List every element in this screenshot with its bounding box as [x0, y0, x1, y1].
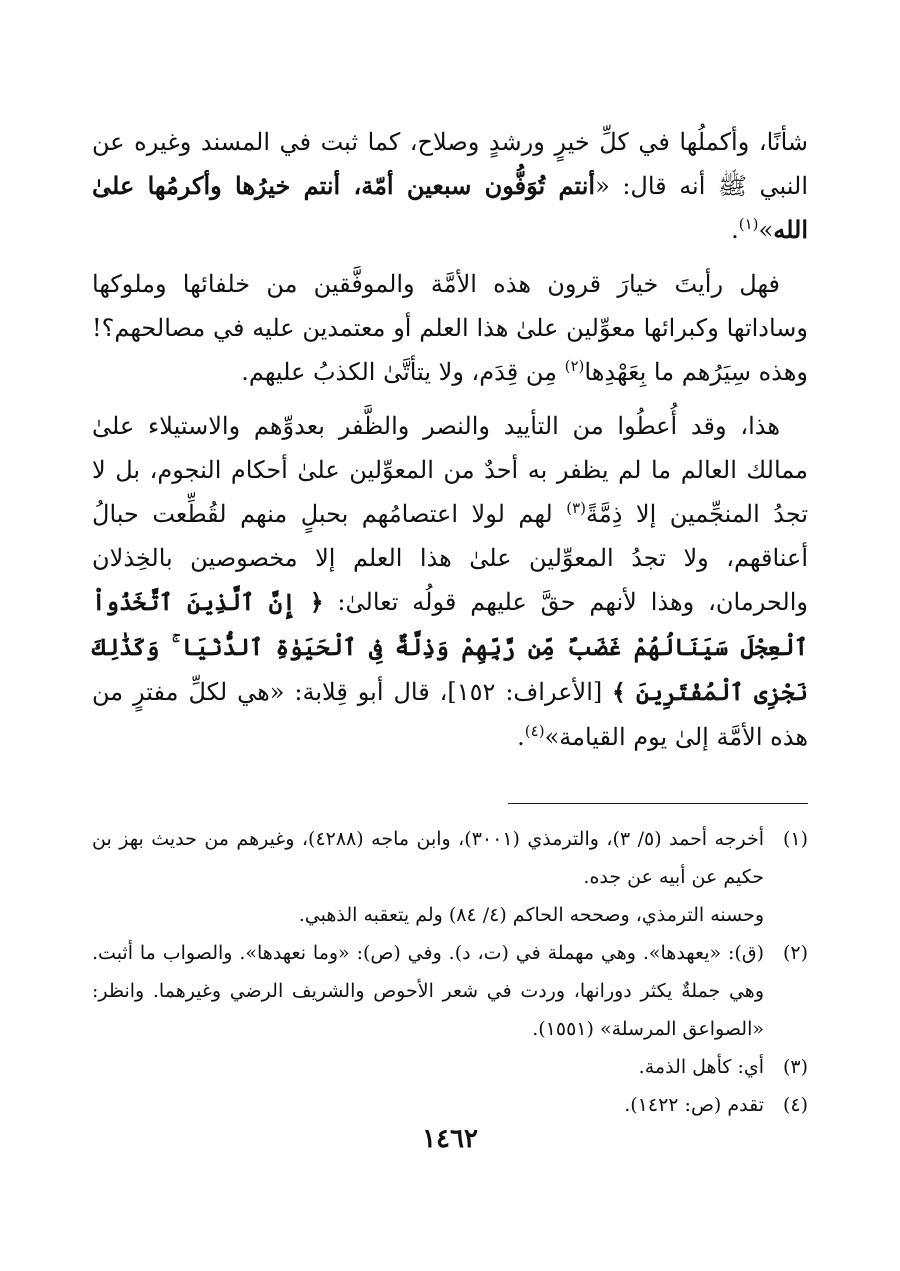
footnote-text: أخرجه أحمد (٥/ ٣)، والترمذي (٣٠٠١)، وابن ماجه (٤٢٨٨)، وغيرهم من حديث بهز بن حكيم عن أبيه عن جده.	[92, 828, 764, 888]
footnote-divider	[508, 803, 808, 804]
footnote-number: (٤)	[782, 1094, 808, 1116]
footnotes	[92, 820, 808, 1124]
paragraph-3-text: هذا، وقد أُعطُوا من التأييد والنصر والظَّفر بعدوِّهم والاستيلاء علىٰ ممالك العالم ما لم يظفر به أحدٌ من المعوِّلين علىٰ أحكام النجوم، بل لا تجدُ المنجِّمين إلا ذِمَّةً	[92, 412, 809, 528]
hadith-quote: أنتم تُوَفُّون سبعين أمّة، أنتم خيرُها وأكرمُها علىٰ الله	[92, 171, 808, 244]
footnote-1-note: وحسنه الترمذي، وصححه الحاكم (٤/ ٨٤) ولم يتعقبه الذهبي.	[298, 904, 764, 926]
paragraph-1-text: شأنًا، وأكملُها في كلِّ خيرٍ ورشدٍ وصلاح، كما ثبت في المسند وغيره عن النبي ﷺ أنه قال: «	[92, 128, 809, 200]
period: .	[731, 216, 739, 244]
paragraph-3-text-end: [الأعراف: ١٥٢]، قال أبو قِلابة: «هي لكلِّ مفترٍ من هذه الأمَّة إلىٰ يوم القيامة»	[92, 678, 808, 751]
paragraph-2-text: فهل رأيتَ خيارَ قرون هذه الأمَّة والموفَّقين من خلفائها وملوكها وساداتها وكبرائها معوِّلين علىٰ هذا العلم أو معتمدين عليه في مصالحهم؟! وهذه سِيَرُهم ما بِعَهْدِها	[92, 270, 808, 386]
period: .	[517, 723, 525, 751]
paragraph-2	[92, 262, 808, 394]
footnote-number: (١)	[782, 828, 808, 850]
footnote-text: (ق): «يعهدها». وهي مهملة في (ت، د). وفي (ص): «وما نعهدها». والصواب ما أثبت. وهي جملةٌ يكثر دورانها، وردت في شعر الأحوص والشريف الرضي وغيرهما. وانظر: «الصواعق المرسلة» (١٥٥١).	[92, 942, 764, 1040]
main-text	[92, 120, 808, 759]
footnote-4	[92, 1086, 808, 1124]
footnote-ref-1[interactable]: (١)	[738, 215, 759, 233]
footnote-2	[92, 934, 808, 1048]
footnote-text: أي: كأهل الذمة.	[638, 1056, 764, 1078]
footnote-ref-4[interactable]: (٤)	[524, 722, 545, 740]
quote-close: »	[758, 216, 774, 244]
paragraph-1	[92, 120, 808, 252]
footnote-3	[92, 1048, 808, 1086]
quran-verse: ﴿ إِنَّ ٱلَّذِينَ ٱتَّخَذُواْ ٱلْعِجْلَ سَيَنَالُهُمْ غَضَبٌ مِّن رَّبِّهِمْ وَذِلَّةٌ فِى ٱلْحَيَوٰةِ ٱلدُّنْيَا ۚ وَكَذَٰلِكَ نَجْزِى ٱلْمُفْتَرِينَ ﴾	[92, 589, 808, 706]
footnote-ref-2[interactable]: (٢)	[564, 357, 585, 375]
footnote-1	[92, 820, 808, 896]
paragraph-3-text-mid: لهم لولا اعتصامُهم بحبلٍ منهم لقُطِّعت حبالُ أعناقهم، ولا تجدُ المعوِّلين علىٰ هذا العلم إلا مخصوصين بالخِذلان والحرمان، وهذا لأنهم حقَّ عليهم قولُه تعالىٰ:	[92, 500, 808, 616]
page-number: ١٤٦٢	[422, 1124, 478, 1154]
paragraph-2-text-end: مِن قِدَم، ولا يتأتَّىٰ الكذبُ عليهم.	[241, 358, 565, 386]
footnote-text: تقدم (ص: ١٤٢٢).	[624, 1094, 764, 1116]
footnote-number: (٢)	[782, 942, 808, 964]
paragraph-3	[92, 404, 808, 759]
footnote-ref-3[interactable]: (٣)	[566, 499, 587, 517]
footnote-number: (٣)	[782, 1056, 808, 1078]
